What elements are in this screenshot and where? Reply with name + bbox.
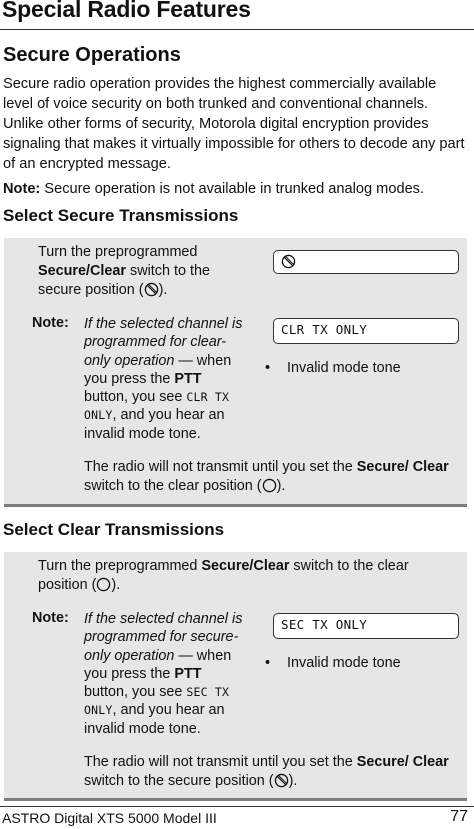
secure-tx-panel [4, 238, 467, 507]
secure-note-text: If the selected channel is programmed for clear-only operation — when you press the PTT button, you see CLR TX ONLY, and you hear an invalid mode tone. [84, 316, 243, 442]
bullet-dot: • [265, 655, 271, 671]
clear-tx-panel [4, 552, 467, 801]
clr-tx-only-display: CLR TX ONLY [273, 318, 459, 344]
secure-step: Turn the preprogrammed Secure/Clear switch to the secure position ( ). [38, 244, 210, 298]
secure-note-label: Note: [32, 315, 69, 331]
invalid-tone-text: Invalid mode tone [287, 360, 401, 376]
clear-note-label: Note: [32, 610, 69, 626]
secure-position-icon [144, 282, 159, 297]
invalid-tone-text: Invalid mode tone [287, 655, 401, 671]
clear-tx-note: The radio will not transmit until you set the Secure/ Clear switch to the secure position ( ). [84, 754, 449, 789]
page-number: 77 [450, 808, 468, 825]
trunked-note [3, 179, 424, 199]
footer-rule [0, 806, 474, 807]
clear-tx-heading: Select Clear Transmissions [3, 520, 225, 539]
secure-display-icon [281, 254, 296, 269]
section-title: Secure Operations [3, 44, 181, 66]
sec-tx-only-display: SEC TX ONLY [273, 613, 459, 639]
page-title: Special Radio Features [2, 0, 251, 22]
clear-position-icon [262, 478, 277, 493]
clear-step: Turn the preprogrammed Secure/Clear switch to the clear position ( ). [38, 558, 409, 593]
footer-product-name: ASTRO Digital XTS 5000 Model III [2, 810, 217, 826]
note-label: Note: [3, 181, 41, 197]
secure-tx-note: The radio will not transmit until you set the Secure/ Clear switch to the clear position ( ). [84, 459, 449, 494]
secure-tx-heading: Select Secure Transmissions [3, 206, 239, 225]
clear-position-icon [96, 577, 111, 592]
intro-paragraph: Secure radio operation provides the highest commercially available level of voice security on both trunked and conventional channels. Unlike other forms of security, Motorola digital encryption provides signaling that makes it virtually impossible for others to decode any part of an encrypted message. [3, 76, 465, 172]
secure-display [273, 250, 459, 274]
bullet-dot: • [265, 360, 271, 376]
clear-note-text: If the selected channel is programmed for secure-only operation — when you press the PTT button, you see SEC TX ONLY, and you hear an invalid mode tone. [84, 611, 243, 737]
secure-position-icon [274, 773, 289, 788]
note-text: Secure operation is not available in trunked analog modes. [40, 181, 425, 197]
title-rule [0, 29, 474, 30]
